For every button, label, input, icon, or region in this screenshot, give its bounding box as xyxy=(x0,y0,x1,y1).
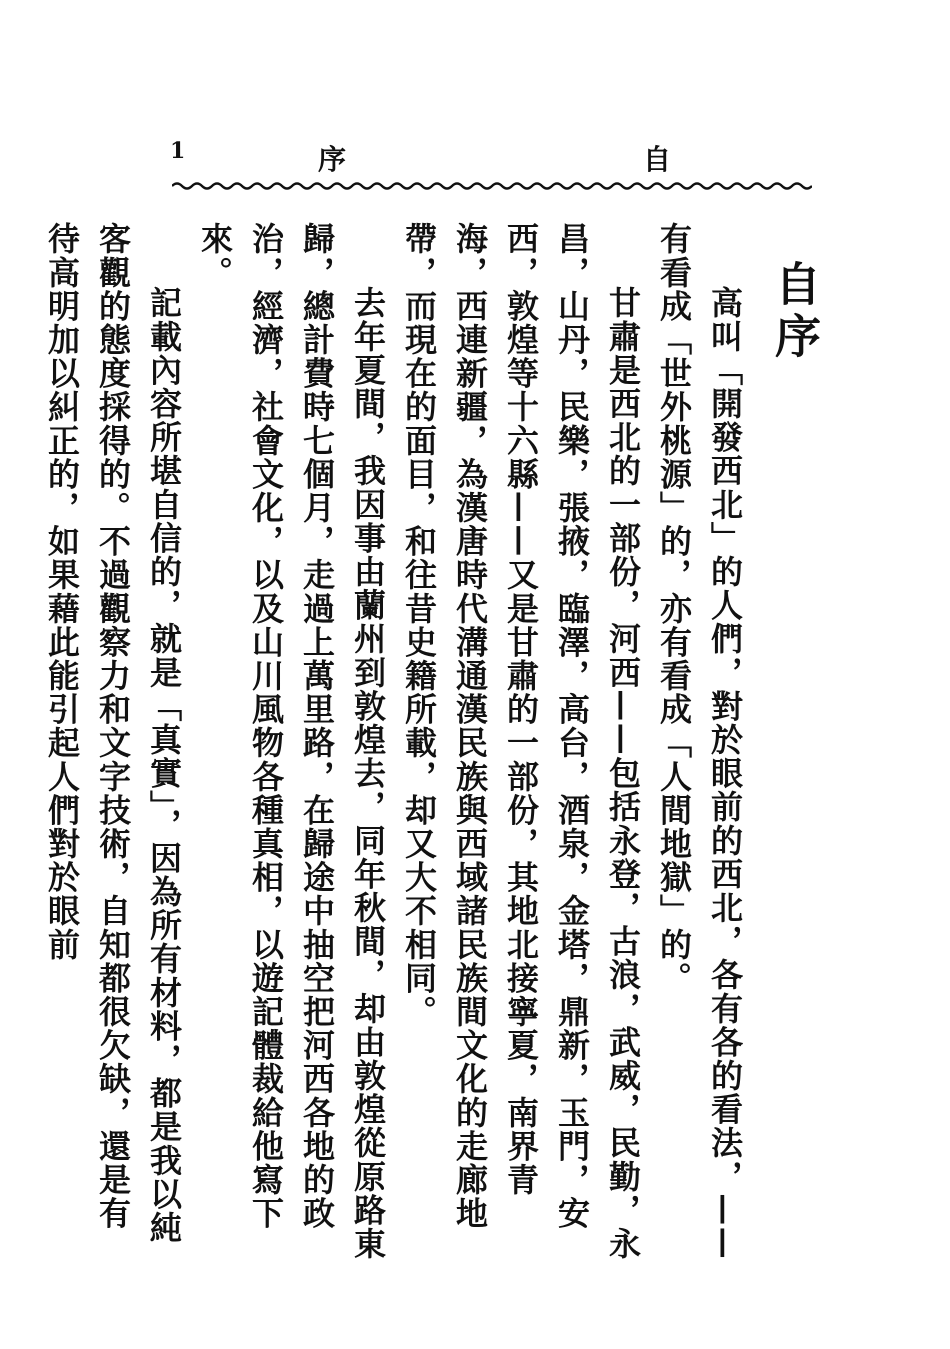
chapter-title: 自序 xyxy=(768,260,822,364)
page-number: 1 xyxy=(170,138,186,164)
paragraph-3: 去年夏間，我因事由蘭州到敦煌去，同年秋間，却由敦煌從原路東歸，總計費時七個月，走過上萬里路，在歸途中抽空把河西各地的政治，經濟，社會文化，以及山川風物各種真相，以遊記體裁給他寫下來。 xyxy=(196,222,387,1261)
header-wavy-rule xyxy=(172,180,812,192)
running-title-left: 序 xyxy=(318,143,347,176)
body-text xyxy=(36,222,750,1262)
running-header xyxy=(0,138,950,178)
running-title-right: 自 xyxy=(643,143,672,176)
paragraph-1: 高叫「開發西北」的人們，對於眼前的西北，各有各的看法，——有看成「世外桃源」的，亦有看成「人間地獄」的。 xyxy=(655,222,744,1261)
paragraph-4: 記載內容所堪自信的，就是「真實」，因為所有材料，都是我以純客觀的態度採得的。不過觀察力和文字技術，自知都很欠缺，還是有待高明加以糾正的，如果藉此能引起人們對於眼前 xyxy=(43,222,183,1245)
paragraph-2: 甘肅是西北的一部份，河西——包括永登，古浪，武威，民勤，永昌，山丹，民樂，張掖，臨澤，高台，酒泉，金塔，鼎新，玉門，安西，敦煌等十六縣——又是甘肅的一部份，其地北接寧夏，南界青海，西連新疆，為漢唐時代溝通漢民族與西域諸民族間文化的走廊地帶，而現在的面目，和往昔史籍所載，却又大不相同。 xyxy=(400,222,642,1261)
